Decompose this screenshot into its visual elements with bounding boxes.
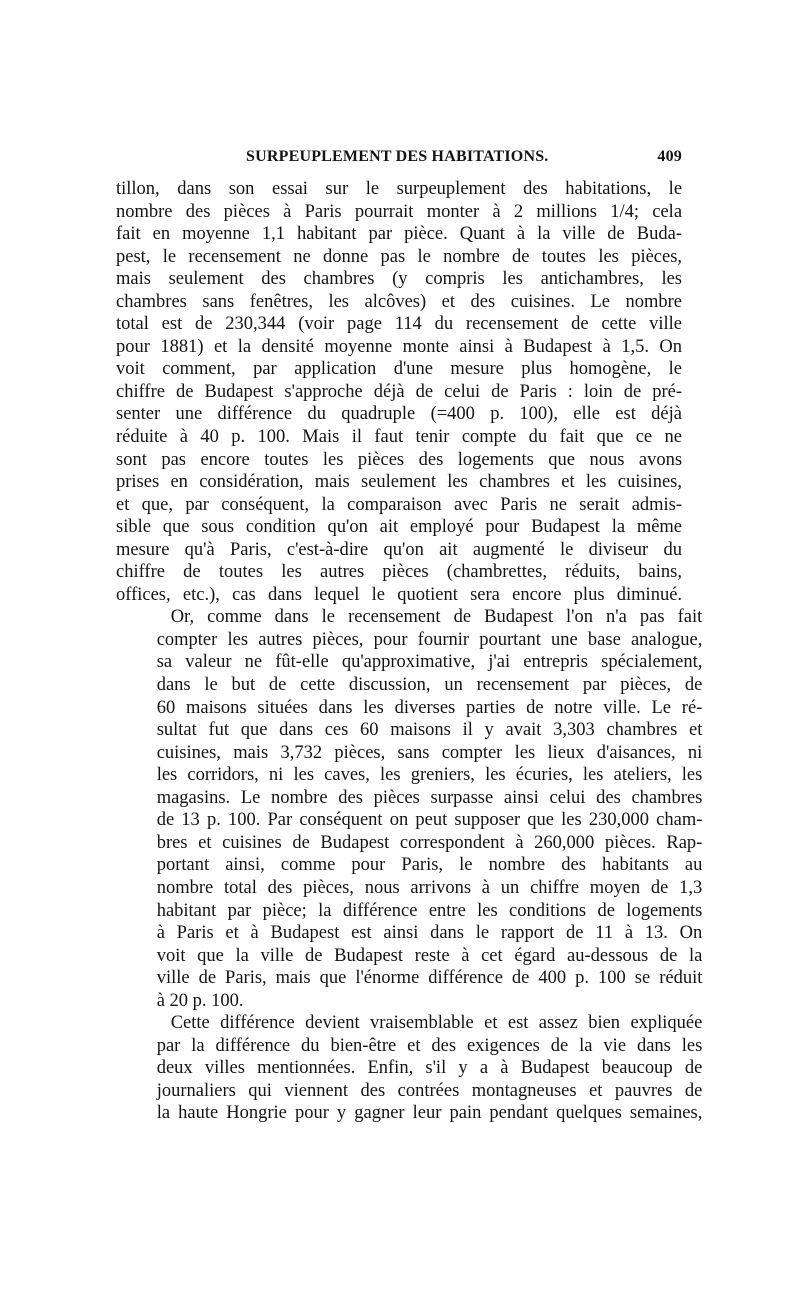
text-line: et que, par conséquent, la comparaison avec Paris ne serait admis- bbox=[116, 494, 683, 515]
text-line: pour 1881) et la densité moyenne monte ainsi à Budapest à 1,5. On bbox=[116, 336, 683, 357]
text-line: chiffre de Budapest s'approche déjà de celui de Paris : loin de pré- bbox=[116, 381, 682, 402]
paragraph-1 bbox=[116, 178, 682, 606]
text-line: voit que la ville de Budapest reste à cet égard au-dessous de la bbox=[156, 945, 703, 966]
text-line: total est de 230,344 (voir page 114 du recensement de cette ville bbox=[116, 314, 683, 335]
text-line: pest, le recensement ne donne pas le nombre de toutes les pièces, bbox=[116, 246, 683, 267]
text-line: journaliers qui viennent des contrées montagneuses et pauvres de bbox=[156, 1080, 703, 1101]
page-header bbox=[116, 146, 682, 170]
text-line: sont pas encore toutes les pièces des logements que nous avons bbox=[116, 449, 683, 470]
text-line: réduite à 40 p. 100. Mais il faut tenir compte du fait que ce ne bbox=[116, 427, 682, 448]
text-line: de 13 p. 100. Par conséquent on peut supposer que les 230,000 cham- bbox=[156, 810, 703, 831]
text-line: offices, etc.), cas dans lequel le quotient sera encore plus diminué. bbox=[116, 584, 683, 605]
text-line: compter les autres pièces, pour fournir pourtant une base analogue, bbox=[156, 629, 703, 650]
page-number: 409 bbox=[657, 148, 682, 165]
text-line: chiffre de toutes les autres pièces (chambrettes, réduits, bains, bbox=[116, 562, 683, 583]
text-line: mais seulement des chambres (y compris les antichambres, les bbox=[116, 269, 683, 290]
text-line: deux villes mentionnées. Enfin, s'il y a à Budapest beaucoup de bbox=[156, 1058, 703, 1079]
text-line: les corridors, ni les caves, les greniers, les écuries, les ateliers, les bbox=[156, 765, 703, 786]
text-line: à Paris et à Budapest est ainsi dans le rapport de 11 à 13. On bbox=[156, 923, 703, 944]
text-line: sa valeur ne fût-elle qu'approximative, j'ai entrepris spécialement, bbox=[156, 652, 703, 673]
body-text bbox=[116, 178, 703, 1125]
text-line: voit comment, par application d'une mesure plus homogène, le bbox=[116, 359, 682, 380]
book-page bbox=[116, 146, 703, 1125]
text-line: fait en moyenne 1,1 habitant par pièce. Quant à la ville de Buda- bbox=[116, 224, 682, 245]
text-line: nombre total des pièces, nous arrivons à un chiffre moyen de 1,3 bbox=[156, 877, 703, 898]
paragraph-2 bbox=[116, 606, 703, 1012]
text-line: chambres sans fenêtres, les alcôves) et des cuisines. Le nombre bbox=[116, 291, 682, 312]
text-line: à 20 p. 100. bbox=[156, 990, 244, 1011]
text-line: tillon, dans son essai sur le surpeuplement des habitations, le bbox=[116, 179, 683, 199]
text-line: Cette différence devient vraisemblable et est assez bien expliquée bbox=[170, 1013, 703, 1034]
text-line: habitant par pièce; la différence entre les conditions de logements bbox=[156, 900, 703, 921]
text-line: par la différence du bien-être et des exigences de la vie dans les bbox=[156, 1035, 703, 1056]
text-line: magasins. Le nombre des pièces surpasse ainsi celui des chambres bbox=[156, 787, 703, 808]
text-line: prises en considération, mais seulement les chambres et les cuisines, bbox=[116, 472, 682, 493]
text-line: nombre des pièces à Paris pourrait monter à 2 millions 1/4; cela bbox=[116, 201, 683, 222]
text-line: bres et cuisines de Budapest correspondent à 260,000 pièces. Rap- bbox=[156, 832, 703, 853]
running-title: SURPEUPLEMENT DES HABITATIONS. bbox=[246, 148, 549, 165]
text-line: ville de Paris, mais que l'énorme différence de 400 p. 100 se réduit bbox=[156, 968, 703, 989]
text-line: sultat fut que dans ces 60 maisons il y avait 3,303 chambres et bbox=[156, 720, 703, 741]
text-line: 60 maisons situées dans les diverses parties de notre ville. Le ré- bbox=[156, 697, 703, 718]
text-line: cuisines, mais 3,732 pièces, sans compter les lieux d'aisances, ni bbox=[156, 742, 703, 763]
text-line: dans le but de cette discussion, un recensement par pièces, de bbox=[156, 675, 703, 696]
paragraph-3 bbox=[116, 1012, 703, 1125]
text-line: Or, comme dans le recensement de Budapest l'on n'a pas fait bbox=[170, 607, 703, 628]
text-line: portant ainsi, comme pour Paris, le nombre des habitants au bbox=[156, 855, 703, 876]
text-line: senter une différence du quadruple (=400 p. 100), elle est déjà bbox=[116, 404, 682, 425]
text-line: sible que sous condition qu'on ait employé pour Budapest la même bbox=[116, 517, 683, 538]
text-line: la haute Hongrie pour y gagner leur pain pendant quelques semaines, bbox=[156, 1103, 703, 1124]
text-line: mesure qu'à Paris, c'est-à-dire qu'on ait augmenté le diviseur du bbox=[116, 539, 682, 560]
